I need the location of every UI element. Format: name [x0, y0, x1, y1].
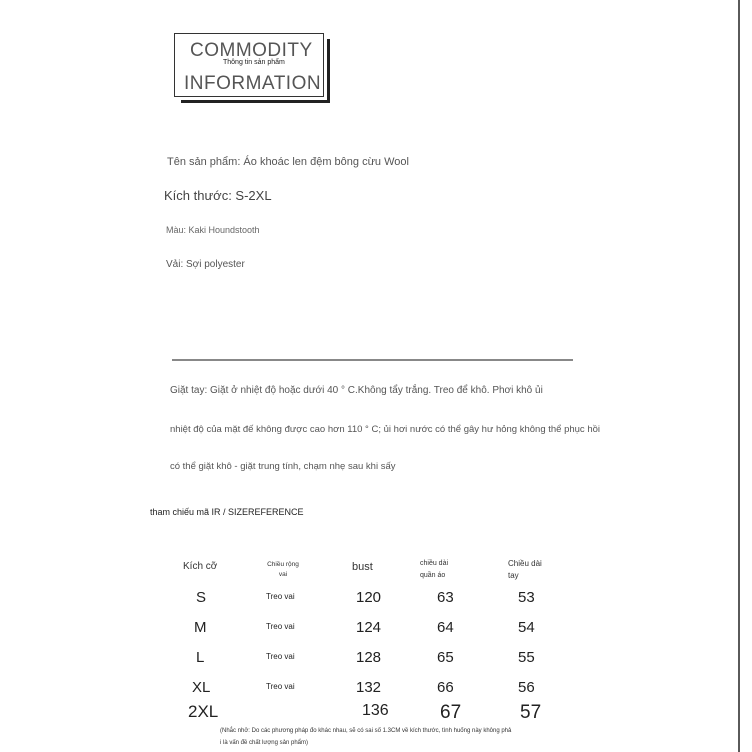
cell-size: 2XL: [188, 702, 219, 721]
header-size: Kích cỡ: [183, 561, 218, 572]
commodity-information-logo: [174, 33, 330, 103]
header-shoulder: Chiều rộng vai: [267, 561, 299, 578]
table-row: [0, 702, 752, 730]
cell-sleeve: 56: [518, 679, 535, 696]
cell-sleeve: 57: [520, 702, 542, 723]
cell-length: 66: [437, 679, 454, 696]
measurement-note-line2: i là vấn đề chất lượng sản phẩm): [220, 740, 308, 746]
table-row: [0, 589, 752, 617]
cell-sleeve: 55: [518, 649, 535, 666]
cell-bust: 128: [356, 649, 382, 666]
cell-bust: 136: [362, 702, 389, 719]
table-row: [0, 619, 752, 647]
cell-shoulder: Treo vai: [266, 652, 295, 661]
header-sleeve: Chiều dài tay: [508, 559, 542, 580]
cell-sleeve: 54: [518, 619, 535, 636]
header-length: chiều dài quần áo: [420, 560, 449, 579]
cell-length: 63: [437, 589, 454, 606]
cell-size: XL: [192, 679, 211, 696]
product-material: Vải: Sợi polyester: [166, 259, 245, 270]
header-bust: bust: [352, 561, 373, 573]
product-color: Màu: Kaki Houndstooth: [166, 225, 260, 235]
cell-size: M: [194, 619, 207, 636]
measurement-note-line1: (Nhắc nhở: Do các phương pháp đo khác nhau, sẽ có sai số 1.3CM về kích thước, tình huống này không phả: [220, 728, 512, 734]
logo-title-line2: INFORMATION: [184, 73, 322, 94]
cell-sleeve: 53: [518, 589, 535, 606]
cell-size: L: [196, 649, 205, 666]
product-size: Kích thước: S-2XL: [164, 188, 272, 203]
cell-length: 67: [440, 702, 462, 723]
cell-size: S: [196, 589, 207, 606]
size-reference-title: tham chiếu mã IR / SIZEREFERENCE: [150, 507, 304, 517]
cell-length: 65: [437, 649, 454, 666]
cell-bust: 124: [356, 619, 382, 636]
logo-title-line1: COMMODITY: [190, 40, 313, 61]
product-name: Tên sản phẩm: Áo khoác len đệm bông cừu Wool: [167, 156, 409, 168]
cell-bust: 120: [356, 589, 382, 606]
care-instructions-line1: Giặt tay: Giặt ở nhiệt độ hoặc dưới 40 ° C.Không tẩy trắng. Treo để khô. Phơi khô ủi: [170, 385, 543, 396]
table-row: [0, 649, 752, 677]
cell-length: 64: [437, 619, 454, 636]
cell-shoulder: Treo vai: [266, 622, 295, 631]
cell-shoulder: Treo vai: [266, 682, 295, 691]
logo-subtitle: Thông tin sản phẩm: [223, 59, 285, 66]
cell-shoulder: Treo vai: [266, 592, 295, 601]
care-instructions-line2: nhiệt độ của mặt đế không được cao hơn 110 ° C; ủi hơi nước có thể gây hư hỏng không thể phục hồi: [170, 424, 601, 435]
section-divider: [172, 359, 573, 361]
cell-bust: 132: [356, 679, 382, 696]
care-instructions-line3: có thể giặt khô - giặt trung tính, chạm nhẹ sau khi sấy: [170, 461, 396, 472]
